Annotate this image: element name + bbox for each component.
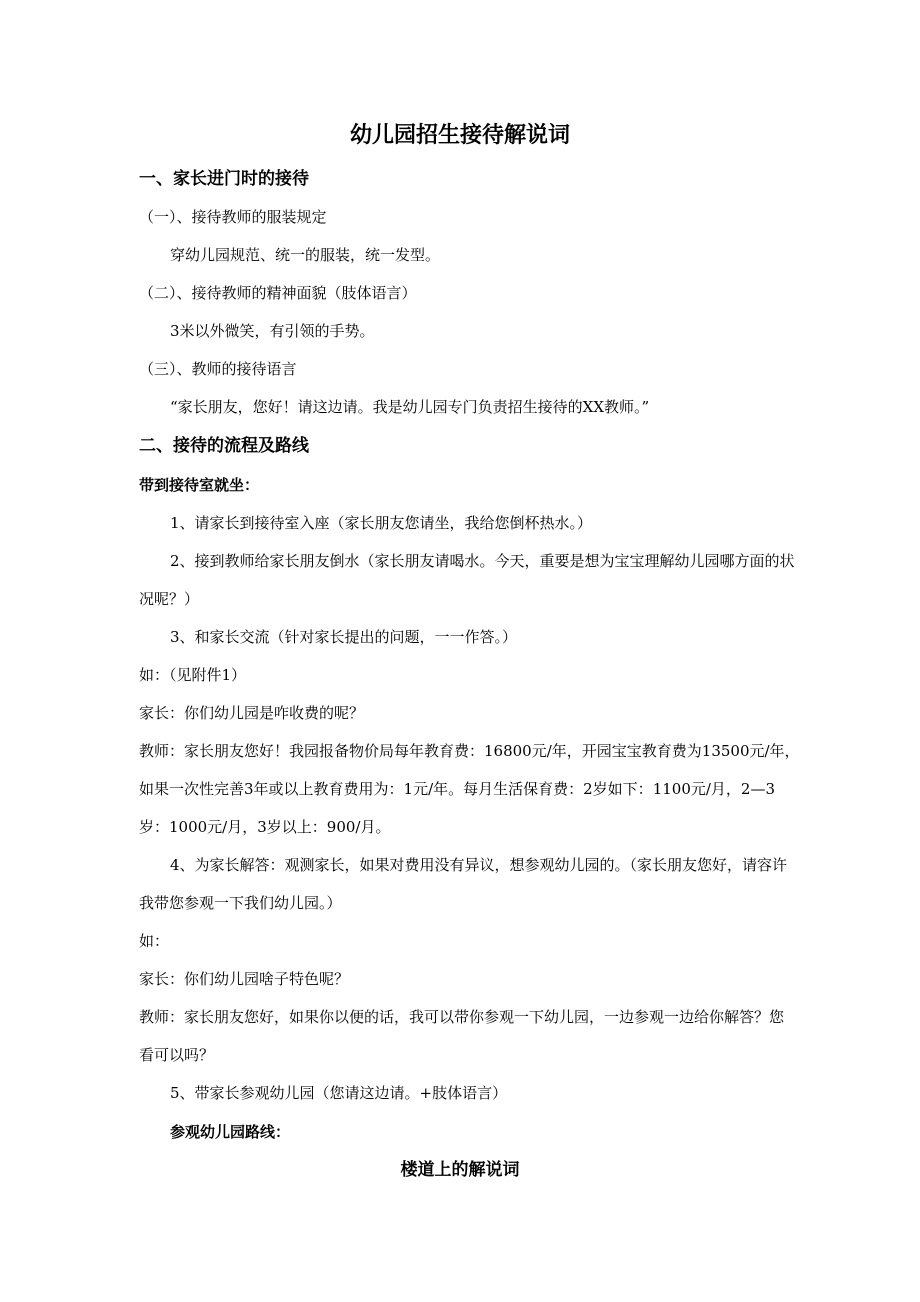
teacher-answer-1-line-3: 岁：1000元/月，3岁以上：900/月。	[139, 818, 391, 836]
step-4-line-1: 4、为家长解答：观测家长，如果对费用没有异议，想参观幼儿园的。（家长朋友您好，请容许	[170, 856, 788, 874]
step-2-line-1: 2、接到教师给家长朋友倒水（家长朋友请喝水。今天，重要是想为宝宝理解幼儿园哪方面的状	[170, 552, 795, 570]
teacher-answer-2-line-2: 看可以吗？	[139, 1046, 215, 1064]
teacher-answer-1-line-1: 教师：家长朋友您好！我园报备物价局每年教育费：16800元/年，开园宝宝教育费为13500元/年，	[139, 742, 800, 760]
subsection-1-heading: （一）、接待教师的服装规定	[139, 208, 327, 226]
section-2-heading: 二、接待的流程及路线	[139, 436, 309, 456]
teacher-answer-2-line-1: 教师：家长朋友您好，如果你以便的话，我可以带你参观一下幼儿园，一边参观一边给你解答？您	[139, 1008, 785, 1026]
step-4-line-2: 我带您参观一下我们幼儿园。）	[139, 894, 342, 912]
subsection-1-text: 穿幼儿园规范、统一的服装，统一发型。	[170, 246, 441, 264]
reception-lead: 带到接待室就坐：	[139, 476, 260, 494]
step-5: 5、带家长参观幼儿园（您请这边请。+肢体语言）	[170, 1084, 508, 1102]
subsection-3-text: “家长朋友，您好！请这边请。我是幼儿园专门负责招生接待的XX教师。”	[170, 398, 650, 416]
step-1: 1、请家长到接待室入座（家长朋友您请坐，我给您倒杯热水。）	[170, 514, 593, 532]
parent-question-1: 家长：你们幼儿园是咋收费的呢？	[139, 704, 365, 722]
tour-route-label: 参观幼儿园路线：	[170, 1123, 291, 1141]
example-1-label: 如：（见附件1）	[139, 666, 247, 684]
subsection-2-text: 3米以外微笑，有引领的手势。	[170, 322, 375, 340]
section-1-heading: 一、家长进门时的接待	[139, 169, 309, 189]
step-2-line-2: 况呢？）	[139, 590, 200, 608]
subsection-2-heading: （二）、接待教师的精神面貌（肢体语言）	[139, 284, 417, 302]
hallway-commentary-title: 楼道上的解说词	[400, 1160, 520, 1180]
parent-question-2: 家长：你们幼儿园啥子特色呢？	[139, 970, 350, 988]
step-3: 3、和家长交流（针对家长提出的问题，一一作答。）	[170, 628, 518, 646]
teacher-answer-1-line-2: 如果一次性完善3年或以上教育费用为：1元/年。每月生活保育费：2岁如下：1100元/月，2—3	[139, 780, 776, 798]
document-title: 幼儿园招生接待解说词	[349, 122, 570, 148]
subsection-3-heading: （三）、教师的接待语言	[139, 360, 297, 378]
example-2-label: 如：	[139, 932, 170, 950]
